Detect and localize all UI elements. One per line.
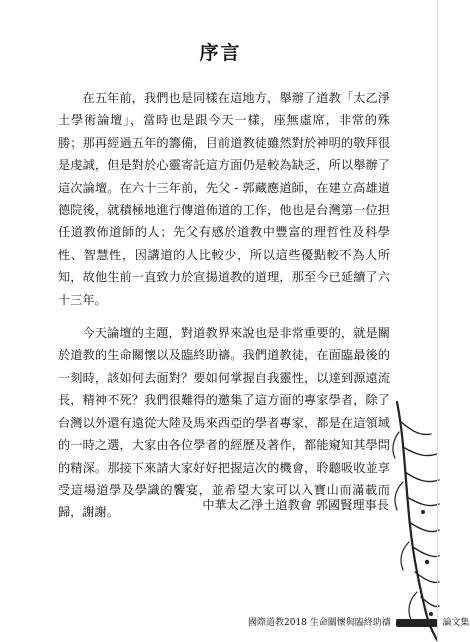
footer-middle-text: 生命關懷與臨終助禱 [309,618,391,628]
signature: 中華太乙淨土道教會 郭國賢理事長 [202,498,389,512]
preface-body [58,87,390,535]
page-title: 序言 [199,42,242,64]
paragraph-1: 在五年前，我們也是同樣在這地方，舉辦了道教「太乙淨土學術論壇」，當時也是跟今天一樣，座無虛席，非常的殊勝；那再經過五年的籌備，目前道教徒雖然對於神明的敬拜很是虔誠，但是對於心靈寄託這方面仍是較為缺乏，所以舉辦了這次論壇。在六十三年前，先父 - 郭藏應道師，在建立高雄道德院後，就積極地進行傳道佈道的工作，他也是台灣第一位担任道教佈道師的人；先父有感於道教中豐富的理哲性及科學性、智慧性，因講道的人比較少，所以這些優點較不為人所知，故他生前一直致力於宣揚道教的道理，那至今已延續了六十三年。 [58,91,390,307]
footer-left-text: 國際道教2018 [248,618,307,628]
feather-tassel-icon [387,392,441,642]
paragraph-2: 今天論壇的主題，對道教界來說也是非常重要的，就是關於道教的生命關懷以及臨終助禱。我們道教徒，在面臨最後的一刻時，該如何去面對？要如何掌握自我靈性，以達到源遠流長，精神不死？我們很難得的邀集了這方面的專家學者，除了台灣以外還有遠從大陸及馬來西亞的學者專家，都是在這領域的一時之選，大家由各位學者的經歷及著作，都能窺知其學問的精深。那接下來請大家好好把握這次的機會，聆聽吸收並享受這場道學及學識的饗宴，並希望大家可以入寶山而滿載而歸，謝謝。 [58,326,390,520]
footer-right-text: 論文集 [442,618,470,628]
scan-edge [437,0,438,642]
